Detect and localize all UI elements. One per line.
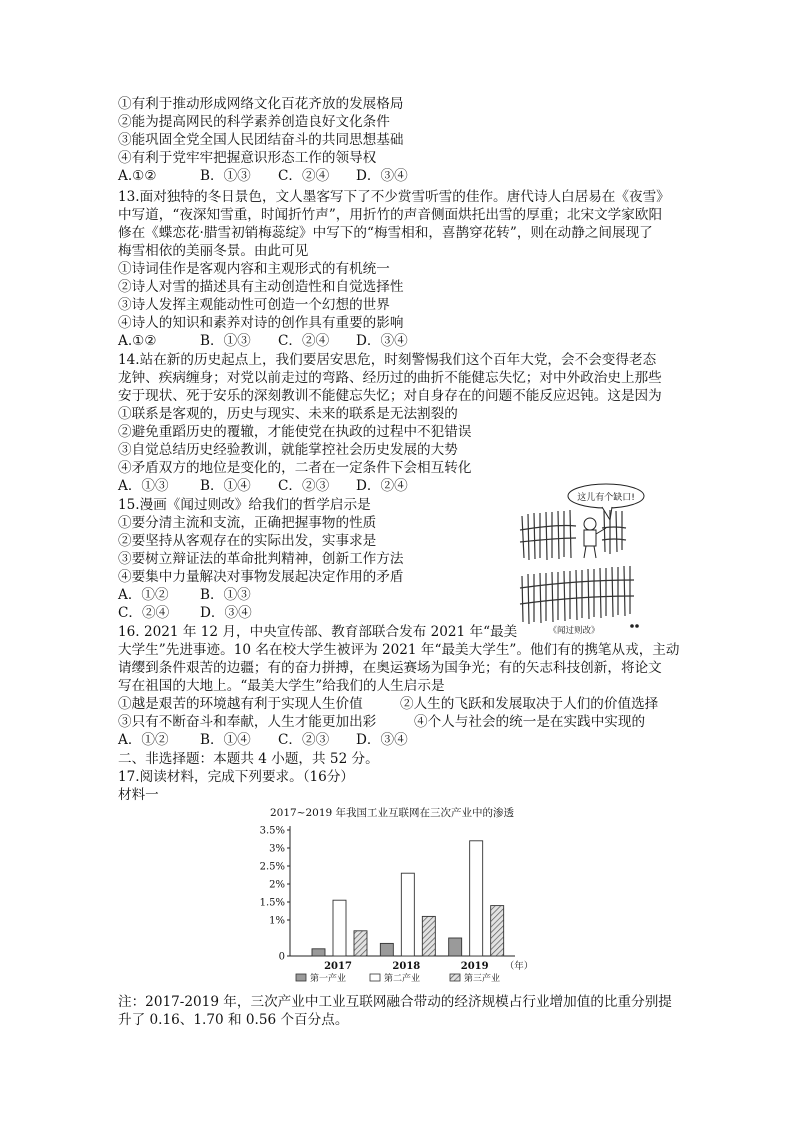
q14-stem-3: 安于现状、死于安乐的深刻教训不能健忘失忆；对自身存在的问题不能反应迟钝。这是因为 bbox=[118, 388, 662, 404]
legend-swatch bbox=[370, 974, 380, 981]
q13-option-b: B．①③ bbox=[200, 333, 251, 349]
q15-stem: 15.漫画《闻过则改》给我们的哲学启示是 bbox=[118, 497, 371, 513]
y-tick-label: 1.5% bbox=[259, 897, 285, 909]
section-two-heading: 二、非选择题：本题共 4 小题，共 52 分。 bbox=[118, 751, 379, 767]
bar-第三产业 bbox=[422, 916, 435, 956]
chart-note-2: 升了 0.16、1.70 和 0.56 个百分点。 bbox=[118, 1012, 349, 1028]
comic-dot bbox=[630, 624, 634, 628]
q13-item-3: ③诗人发挥主观能动性可创造一个幻想的世界 bbox=[118, 297, 390, 313]
legend-label: 第三产业 bbox=[464, 974, 501, 984]
q13-item-1: ①诗词佳作是客观内容和主观形式的有机统一 bbox=[118, 261, 390, 277]
q17-material-label: 材料一 bbox=[118, 787, 159, 803]
comic-caption: 《闻过则改》 bbox=[548, 626, 600, 636]
bar-第三产业 bbox=[354, 931, 367, 956]
q16-stem-2: 大学生”先进事迹。10 名在校大学生被评为 2021 年“最美大学生”。他们有的携笔从戎，主动 bbox=[118, 642, 680, 658]
comic-speech-text: 这儿有个缺口! bbox=[577, 493, 635, 503]
q12-item-4: ④有利于党牢牢把握意识形态工作的领导权 bbox=[118, 150, 377, 166]
legend-label: 第一产业 bbox=[310, 974, 347, 984]
q15-item-4: ④要集中力量解决对事物发展起决定作用的矛盾 bbox=[118, 569, 404, 585]
q12-option-c: C．②④ bbox=[278, 168, 330, 184]
q16-option-c: C．②③ bbox=[278, 732, 330, 748]
q15-options-row1 bbox=[118, 586, 251, 604]
q12-options bbox=[118, 167, 408, 185]
q16-stem-4: 写在祖国的大地上。“最美大学生”给我们的人生启示是 bbox=[118, 678, 445, 694]
q16-item-4: ④个人与社会的统一是在实践中实现的 bbox=[414, 714, 646, 730]
q16-items-row2 bbox=[118, 713, 645, 731]
bar-第一产业 bbox=[380, 943, 393, 956]
legend-label: 第二产业 bbox=[384, 974, 421, 984]
bar-第二产业 bbox=[333, 900, 346, 956]
q13-stem-4: 梅雪相依的美丽冬景。由此可见 bbox=[118, 243, 309, 259]
q15-options-row2 bbox=[118, 604, 252, 622]
q14-option-d: D．②④ bbox=[356, 478, 408, 494]
q16-option-a: A．①② bbox=[118, 732, 169, 748]
q13-stem-3: 修在《蝶恋花·腊雪初销梅蕊绽》中写下的“梅雪相和，喜鹊穿花转”，则在动静之间展现了 bbox=[118, 225, 653, 241]
q14-stem-1: 14.站在新的历史起点上，我们要居安思危，时刻警惕我们这个百年大党，会不会变得老态 bbox=[118, 352, 657, 368]
q16-option-d: D．③④ bbox=[356, 732, 408, 748]
q13-item-2: ②诗人对雪的描述具有主动创造性和自觉选择性 bbox=[118, 279, 404, 295]
q15-option-a: A．①② bbox=[118, 587, 169, 603]
q12-option-b: B．①③ bbox=[200, 168, 251, 184]
q12-item-2: ②能为提高网民的科学素养创造良好文化条件 bbox=[118, 114, 390, 130]
q14-item-1: ①联系是客观的，历史与现实、未来的联系是无法割裂的 bbox=[118, 406, 458, 422]
q16-item-3: ③只有不断奋斗和奉献，人生才能更加出彩 bbox=[118, 714, 377, 730]
q16-option-b: B．①④ bbox=[200, 732, 251, 748]
q15-item-2: ②要坚持从客观存在的实际出发，实事求是 bbox=[118, 533, 377, 549]
bar-第三产业 bbox=[491, 906, 504, 956]
q13-option-a: A.①② bbox=[118, 333, 157, 349]
bar-第一产业 bbox=[312, 949, 325, 956]
x-tick-label: 2017 bbox=[324, 961, 352, 972]
q15-option-c: C．②④ bbox=[118, 605, 170, 621]
legend-swatch bbox=[296, 974, 306, 981]
comic-illustration bbox=[518, 480, 646, 640]
lower-fence bbox=[520, 566, 634, 624]
y-tick-label: 2% bbox=[269, 879, 285, 891]
y-tick-label: 3.5% bbox=[259, 825, 285, 837]
q13-item-4: ④诗人的知识和素养对诗的创作具有重要的影响 bbox=[118, 315, 404, 331]
comic-dot bbox=[635, 624, 639, 628]
q12-option-d: D．③④ bbox=[356, 168, 408, 184]
q13-option-d: D．③④ bbox=[356, 333, 408, 349]
q15-item-1: ①要分清主流和支流，正确把握事物的性质 bbox=[118, 515, 377, 531]
q16-item-1: ①越是艰苦的环境越有利于实现人生价值 bbox=[118, 696, 363, 712]
q12-item-3: ③能巩固全党全国人民团结奋斗的共同思想基础 bbox=[118, 132, 404, 148]
person-figure bbox=[584, 518, 606, 558]
q16-stem-1: 16. 2021 年 12 月，中央宣传部、教育部联合发布 2021 年“最美 bbox=[118, 624, 518, 640]
q16-item-2: ②人生的飞跃和发展取决于人们的价值选择 bbox=[400, 696, 659, 712]
q12-option-a: A.①② bbox=[118, 168, 157, 184]
bar-第二产业 bbox=[470, 841, 483, 956]
q16-stem-3: 请缨到条件艰苦的边疆；有的奋力拼搏，在奥运赛场为国争光；有的矢志科技创新，将论文 bbox=[118, 660, 662, 676]
chart-note-1: 注：2017-2019 年，三次产业中工业互联网融合带动的经济规模占行业增加值的比重分别提 bbox=[118, 994, 672, 1010]
q14-item-3: ③自觉总结历史经验教训，就能掌控社会历史发展的大势 bbox=[118, 442, 458, 458]
q14-options bbox=[118, 477, 408, 495]
q14-option-a: A．①③ bbox=[118, 478, 169, 494]
y-tick-label: 1% bbox=[269, 915, 285, 927]
q16-options bbox=[118, 731, 408, 749]
q15-item-3: ③要树立辩证法的革命批判精神，创新工作方法 bbox=[118, 551, 404, 567]
q17-stem: 17.阅读材料，完成下列要求。（16分） bbox=[118, 769, 355, 785]
q13-stem-2: 中写道，“夜深知雪重，时闻折竹声”，用折竹的声音侧面烘托出雪的厚重；北宋文学家欧阳 bbox=[118, 207, 663, 223]
y-tick-label: 3% bbox=[269, 843, 285, 855]
q12-item-1: ①有利于推动形成网络文化百花齐放的发展格局 bbox=[118, 96, 404, 112]
q13-stem-1: 13.面对独特的冬日景色，文人墨客写下了不少赏雪听雪的佳作。唐代诗人白居易在《夜雪》 bbox=[118, 189, 670, 205]
upper-fence bbox=[520, 510, 626, 560]
q14-option-c: C．②③ bbox=[278, 478, 330, 494]
bar-第一产业 bbox=[449, 938, 462, 956]
bar-第二产业 bbox=[401, 873, 414, 956]
q13-option-c: C．②④ bbox=[278, 333, 330, 349]
q15-option-d: D．③④ bbox=[200, 605, 252, 621]
q16-items-row1 bbox=[118, 695, 658, 713]
legend-swatch bbox=[450, 974, 460, 981]
q14-stem-2: 龙钟、疾病缠身；对党以前走过的弯路、经历过的曲折不能健忘失忆；对中外政治史上那些 bbox=[118, 370, 662, 386]
x-axis-unit: （年） bbox=[504, 961, 534, 972]
q13-options bbox=[118, 332, 408, 350]
q14-option-b: B．①④ bbox=[200, 478, 251, 494]
y-tick-label: 2.5% bbox=[259, 861, 285, 873]
q15-option-b: B．①③ bbox=[200, 587, 251, 603]
chart-title: 2017~2019 年我国工业互联网在三次产业中的渗透 bbox=[269, 807, 515, 819]
y-tick-label: 0 bbox=[278, 951, 285, 963]
bar-chart bbox=[240, 804, 545, 994]
q14-item-2: ②避免重蹈历史的覆辙，才能使党在执政的过程中不犯错误 bbox=[118, 424, 472, 440]
x-tick-label: 2019 bbox=[460, 961, 489, 972]
q14-item-4: ④矛盾双方的地位是变化的，二者在一定条件下会相互转化 bbox=[118, 460, 472, 476]
x-tick-label: 2018 bbox=[392, 961, 421, 972]
